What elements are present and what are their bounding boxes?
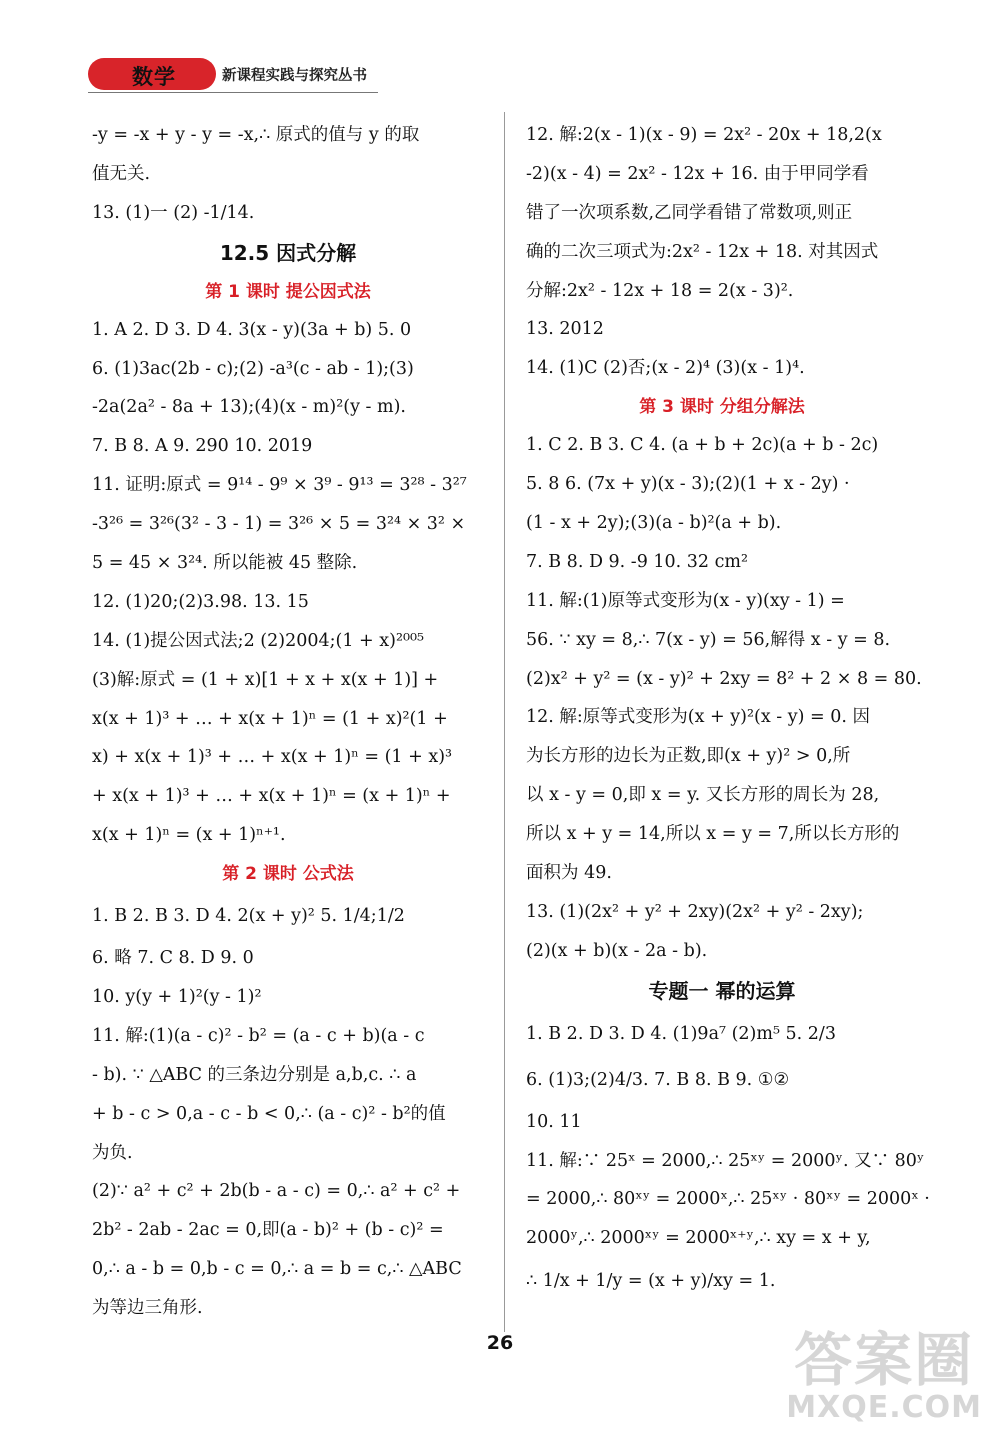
answer-line: 5. 8 6. (7x + y)(x - 3);(2)(1 + x - 2y) · bbox=[526, 474, 850, 495]
answer-line: 1. B 2. D 3. D 4. (1)9a⁷ (2)m⁵ 5. 2/3 bbox=[526, 1023, 836, 1044]
answer-line: 值无关. bbox=[92, 163, 151, 184]
page-number: 26 bbox=[486, 1332, 514, 1354]
answer-line: 1. C 2. B 3. C 4. (a + b + 2c)(a + b - 2c) bbox=[526, 435, 879, 456]
answer-line: 2b² - 2ab - 2ac = 0,即(a - b)² + (b - c)² = bbox=[92, 1220, 444, 1241]
lesson-heading: 第 3 课时 分组分解法 bbox=[639, 397, 805, 418]
watermark-logo bbox=[786, 1326, 982, 1425]
answer-line: 56. ∵ xy = 8,∴ 7(x - y) = 56,解得 x - y = 8. bbox=[526, 629, 891, 650]
answer-line: 为负. bbox=[92, 1142, 133, 1163]
answer-line: 0,∴ a - b = 0,b - c = 0,∴ a = b = c,∴ △ABC bbox=[92, 1259, 462, 1280]
answer-line: 6. 略 7. C 8. D 9. 0 bbox=[92, 948, 254, 969]
answer-line: 5 = 45 × 3²⁴. 所以能被 45 整除. bbox=[92, 553, 358, 574]
answer-line: 7. B 8. D 9. -9 10. 32 cm² bbox=[526, 551, 749, 572]
answer-line: 11. 解:∵ 25ˣ = 2000,∴ 25ˣʸ = 2000ʸ. 又∵ 80ʸ bbox=[526, 1150, 925, 1171]
answer-line: (2)∵ a² + c² + 2b(b - a - c) = 0,∴ a² + c² + bbox=[92, 1181, 461, 1202]
answer-line: 7. B 8. A 9. 290 10. 2019 bbox=[92, 436, 313, 457]
answer-line: + x(x + 1)³ + … + x(x + 1)ⁿ = (x + 1)ⁿ + bbox=[92, 786, 451, 807]
answer-line: 12. 解:2(x - 1)(x - 9) = 2x² - 20x + 18,2(x bbox=[526, 125, 882, 145]
answer-line: 6. (1)3ac(2b - c);(2) -a³(c - ab - 1);(3) bbox=[92, 358, 414, 379]
answer-line: 面积为 49. bbox=[526, 863, 612, 884]
left-column bbox=[92, 116, 484, 1328]
answer-line: x) + x(x + 1)³ + … + x(x + 1)ⁿ = (1 + x)³ bbox=[92, 747, 453, 768]
answer-line: 错了一次项系数,乙同学看错了常数项,则正 bbox=[526, 202, 853, 223]
answer-line: 13. (1)一 (2) -1/14. bbox=[92, 202, 255, 223]
answer-line: (3)解:原式 = (1 + x)[1 + x + x(x + 1)] + bbox=[92, 669, 439, 690]
answer-line: 1. B 2. B 3. D 4. 2(x + y)² 5. 1/4;1/2 bbox=[92, 906, 405, 927]
answer-line: 10. 11 bbox=[526, 1111, 582, 1132]
answer-line: 以 x - y = 0,即 x = y. 又长方形的周长为 28, bbox=[526, 785, 880, 806]
answer-line: 10. y(y + 1)²(y - 1)² bbox=[92, 987, 262, 1008]
answer-line: 所以 x + y = 14,所以 x = y = 7,所以长方形的 bbox=[526, 824, 900, 845]
column-divider bbox=[504, 112, 505, 1332]
answer-line: 14. (1)C (2)否;(x - 2)⁴ (3)(x - 1)⁴. bbox=[526, 358, 805, 379]
answer-line: 1. A 2. D 3. D 4. 3(x - y)(3a + b) 5. 0 bbox=[92, 319, 412, 340]
answer-line: 12. (1)20;(2)3.98. 13. 15 bbox=[92, 591, 309, 612]
lesson-heading: 第 1 课时 提公因式法 bbox=[205, 281, 371, 302]
answer-line: 13. 2012 bbox=[526, 319, 604, 340]
section-heading: 12.5 因式分解 bbox=[219, 240, 357, 265]
right-column bbox=[526, 116, 930, 1304]
answer-line: -y = -x + y - y = -x,∴ 原式的值与 y 的取 bbox=[92, 125, 420, 145]
subject-label: 数学 bbox=[132, 65, 176, 89]
answer-line: 6. (1)3;(2)4/3. 7. B 8. B 9. ①② bbox=[526, 1069, 790, 1090]
answer-line: x(x + 1)³ + … + x(x + 1)ⁿ = (1 + x)²(1 + bbox=[92, 708, 448, 729]
watermark-url: MXQE.COM bbox=[786, 1390, 982, 1425]
answer-line: -2a(2a² - 8a + 13);(4)(x - m)²(y - m). bbox=[92, 397, 406, 418]
answer-line: = 2000,∴ 80ˣʸ = 2000ˣ,∴ 25ˣʸ · 80ˣʸ = 2000ˣ · bbox=[526, 1189, 930, 1210]
answer-line: - b). ∵ △ABC 的三条边分别是 a,b,c. ∴ a bbox=[92, 1064, 417, 1085]
answer-line: 为长方形的边长为正数,即(x + y)² > 0,所 bbox=[526, 746, 851, 767]
answer-line: 确的二次三项式为:2x² - 12x + 18. 对其因式 bbox=[526, 241, 879, 262]
lesson-heading: 第 2 课时 公式法 bbox=[222, 864, 354, 885]
watermark-text: 答案圈 bbox=[794, 1326, 975, 1394]
answer-line: (2)(x + b)(x - 2a - b). bbox=[526, 940, 708, 961]
answer-line: 11. 证明:原式 = 9¹⁴ - 9⁹ × 3⁹ - 9¹³ = 3²⁸ - 3²⁷ bbox=[92, 475, 467, 496]
answer-line: x(x + 1)ⁿ = (x + 1)ⁿ⁺¹. bbox=[92, 825, 286, 846]
answer-line: (1 - x + 2y);(3)(a - b)²(a + b). bbox=[526, 513, 782, 534]
answer-line: 11. 解:(1)原等式变形为(x - y)(xy - 1) = bbox=[526, 590, 845, 611]
answer-line: 为等边三角形. bbox=[92, 1298, 203, 1319]
answer-line: 分解:2x² - 12x + 18 = 2(x - 3)². bbox=[526, 280, 794, 301]
series-title: 新课程实践与探究丛书 bbox=[222, 68, 367, 84]
answer-line: 14. (1)提公因式法;2 (2)2004;(1 + x)²⁰⁰⁵ bbox=[92, 630, 425, 651]
answer-line: 13. (1)(2x² + y² + 2xy)(2x² + y² - 2xy); bbox=[526, 901, 864, 922]
answer-line: (2)x² + y² = (x - y)² + 2xy = 8² + 2 × 8 = 80. bbox=[526, 668, 922, 689]
answer-line: 2000ʸ,∴ 2000ˣʸ = 2000ˣ⁺ʸ,∴ xy = x + y, bbox=[526, 1228, 871, 1249]
section-heading: 专题一 幂的运算 bbox=[648, 978, 796, 1003]
header-rule bbox=[88, 92, 378, 93]
header-banner bbox=[88, 58, 388, 92]
answer-line: -3²⁶ = 3²⁶(3² - 3 - 1) = 3²⁶ × 5 = 3²⁴ × 3² × bbox=[92, 514, 466, 535]
answer-line: 11. 解:(1)(a - c)² - b² = (a - c + b)(a - c bbox=[92, 1025, 425, 1046]
answer-line: + b - c > 0,a - c - b < 0,∴ (a - c)² - b²的值 bbox=[92, 1103, 446, 1124]
answer-line: 12. 解:原等式变形为(x + y)²(x - y) = 0. 因 bbox=[526, 707, 871, 728]
answer-line: -2)(x - 4) = 2x² - 12x + 16. 由于甲同学看 bbox=[526, 163, 869, 184]
answer-line: ∴ 1/x + 1/y = (x + y)/xy = 1. bbox=[526, 1271, 776, 1292]
